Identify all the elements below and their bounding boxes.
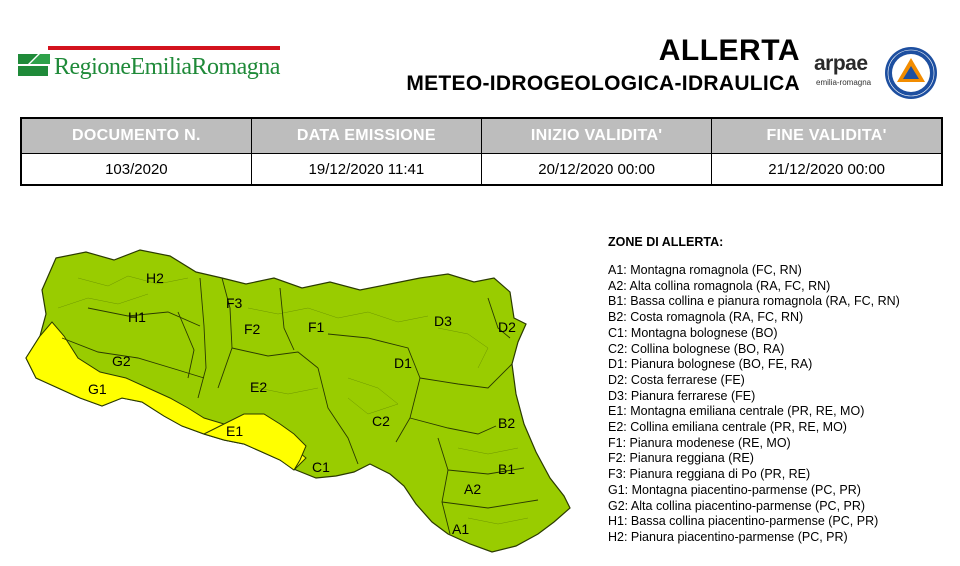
legend-item: D2: Costa ferrarese (FE) <box>608 372 745 387</box>
zone-label-e2: E2 <box>250 379 268 395</box>
zone-label-f2: F2 <box>244 321 261 337</box>
zone-label-b1: B1 <box>498 461 516 477</box>
legend-item: E1: Montagna emiliana centrale (PR, RE, MO) <box>608 404 865 419</box>
arpae-logo-name: arpae <box>814 52 868 75</box>
legend-item: F3: Pianura reggiana di Po (PR, RE) <box>608 467 811 482</box>
header-data-emissione: DATA EMISSIONE <box>251 118 481 154</box>
legend-item: H1: Bassa collina piacentino-parmense (PC, PR) <box>608 514 879 529</box>
zone-label-a2: A2 <box>464 481 482 497</box>
legend-item: D1: Pianura bolognese (BO, FE, RA) <box>608 357 813 372</box>
legend-item: B1: Bassa collina e pianura romagnola (RA, FC, RN) <box>608 294 900 309</box>
zones-legend <box>608 235 948 546</box>
legend-item: A2: Alta collina romagnola (RA, FC, RN) <box>608 278 831 293</box>
zone-label-d3: D3 <box>434 313 452 329</box>
zone-label-f1: F1 <box>308 319 325 335</box>
regione-logo-text: RegioneEmiliaRomagna <box>54 54 280 80</box>
value-inizio-validita: 20/12/2020 00:00 <box>482 154 712 186</box>
legend-item: E2: Collina emiliana centrale (PR, RE, MO) <box>608 420 847 435</box>
zone-label-g1: G1 <box>88 381 107 397</box>
value-documento: 103/2020 <box>21 154 251 186</box>
legend-item: F1: Pianura modenese (RE, MO) <box>608 435 791 450</box>
page-title: ALLERTA <box>658 34 800 67</box>
legend-title: ZONE DI ALLERTA: <box>608 235 724 249</box>
table-row <box>21 154 942 186</box>
logo-red-bar <box>48 46 280 50</box>
zone-label-c1: C1 <box>312 459 330 475</box>
header-fine-validita: FINE VALIDITA' <box>712 118 942 154</box>
legend-item: F2: Pianura reggiana (RE) <box>608 451 754 466</box>
document-info-table <box>20 117 943 186</box>
zone-label-g2: G2 <box>112 353 131 369</box>
legend-item: C1: Montagna bolognese (BO) <box>608 325 778 340</box>
header-documento: DOCUMENTO N. <box>21 118 251 154</box>
zone-label-h1: H1 <box>128 309 146 325</box>
value-fine-validita: 21/12/2020 00:00 <box>712 154 942 186</box>
zone-label-a1: A1 <box>452 521 470 537</box>
zone-label-f3: F3 <box>226 295 243 311</box>
legend-item: H2: Pianura piacentino-parmense (PC, PR) <box>608 529 848 544</box>
legend-item: B2: Costa romagnola (RA, FC, RN) <box>608 310 804 325</box>
legend-item: G1: Montagna piacentino-parmense (PC, PR) <box>608 482 861 497</box>
legend-item: G2: Alta collina piacentino-parmense (PC, PR) <box>608 498 866 513</box>
legend-item: D3: Pianura ferrarese (FE) <box>608 388 756 403</box>
regione-mark-icon <box>18 48 52 76</box>
zone-label-e1: E1 <box>226 423 244 439</box>
arpae-logo <box>812 52 882 92</box>
legend-item: C2: Collina bolognese (BO, RA) <box>608 341 785 356</box>
zone-label-c2: C2 <box>372 413 390 429</box>
zone-label-h2: H2 <box>146 270 164 286</box>
arpae-logo-sub: emilia-romagna <box>816 78 872 87</box>
regione-logo <box>18 44 282 88</box>
zone-label-d1: D1 <box>394 355 412 371</box>
header-inizio-validita: INIZIO VALIDITA' <box>482 118 712 154</box>
zone-label-d2: D2 <box>498 319 516 335</box>
protezione-civile-seal-icon <box>884 46 938 100</box>
zone-label-b2: B2 <box>498 415 516 431</box>
legend-list <box>608 263 948 546</box>
alert-zones-map <box>18 238 578 560</box>
legend-item: A1: Montagna romagnola (FC, RN) <box>608 263 802 277</box>
value-data-emissione: 19/12/2020 11:41 <box>251 154 481 186</box>
page-subtitle: METEO-IDROGEOLOGICA-IDRAULICA <box>406 72 800 95</box>
table-header-row <box>21 118 942 154</box>
